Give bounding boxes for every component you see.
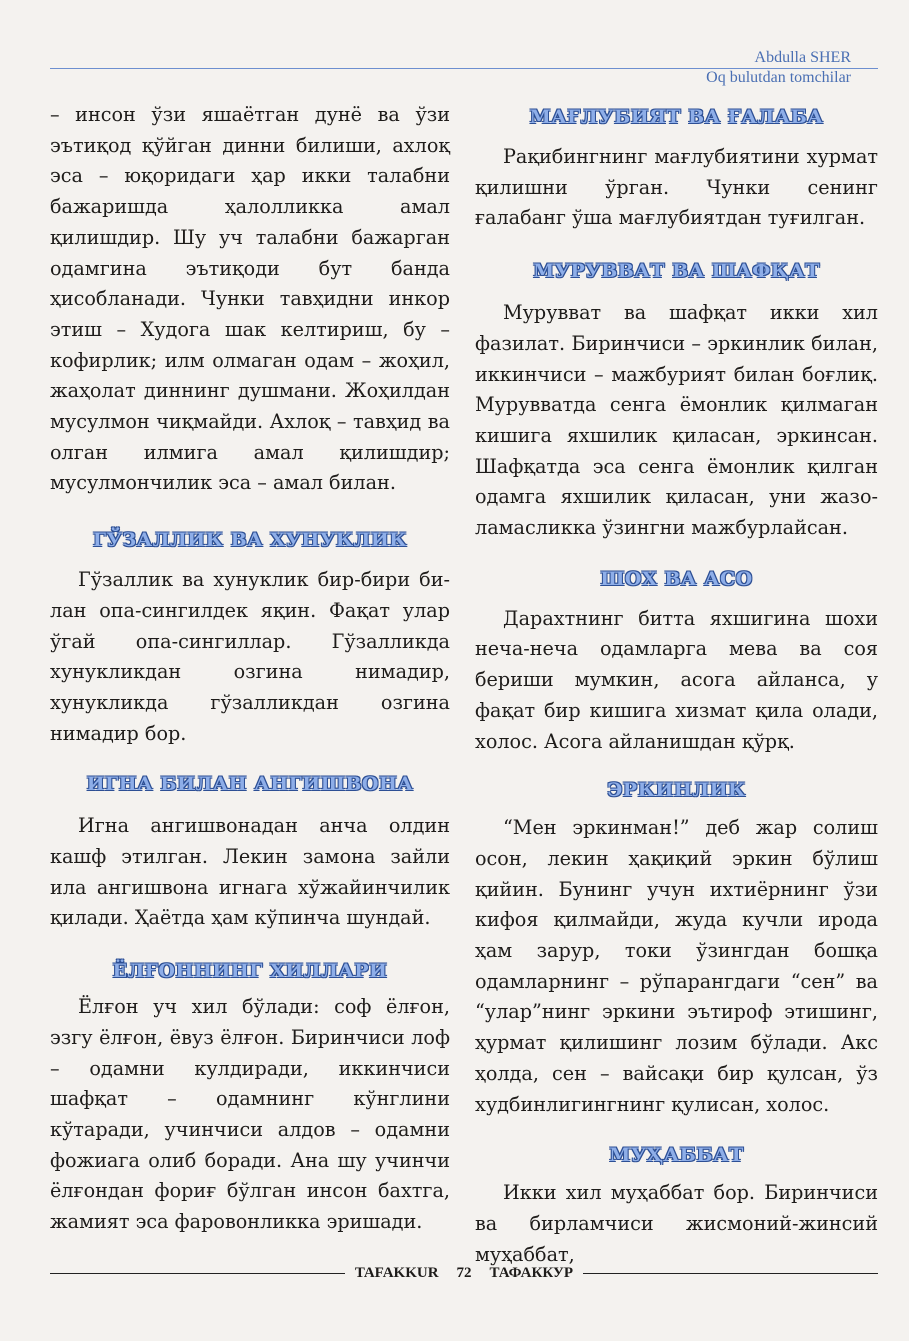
heading-branch: ШОХ ВА АСО <box>600 567 753 590</box>
right-column <box>475 100 878 1270</box>
book-title: Oq bulutdan tomchilar <box>706 69 851 86</box>
page-footer <box>50 1265 878 1282</box>
page-number: 72 <box>456 1265 472 1281</box>
footer-label-latin: TAFAKKUR <box>354 1265 439 1281</box>
paragraph-defeat: Рақибингнинг мағлубиятини хурмат қилишни ўрган. Чунки сенинг ғалабанг ўша мағлубиятдан туғилган. <box>475 145 878 230</box>
paragraph-love: Икки хил муҳаббат бор. Биринчиси ва бирламчиси жисмоний-жинсий муҳаббат, <box>475 1181 878 1266</box>
paragraph-freedom: “Мен эркинман!” деб жар солиш осон, лекин ҳақиқий эркин бўлиш қийин. Бунинг учун ихтиёрнинг ўзи кифоя қилмайди, жуда кучли ирода ҳам зарур, токи ўзингдан бошқа одамларнинг – рўпарангдаги “сен” ва “улар”нинг эркини эътироф этишинг, ҳурмат қилишинг лозим бўлади. Акс ҳолда, сен – вайсақи бир қулсан, ўз худбинлигингнинг қулисан, холос. <box>475 816 878 1116</box>
paragraph-beauty: Гўзаллик ва хунуклик бир-бири билан опа-сингилдек яқин. Фақат улар ўгай опа-сингиллар. Гўзалликда хунукликдан озгина нимадир, хунукликда гўзалликдан озгина нимадир бор. <box>50 568 450 745</box>
heading-freedom: ЭРКИНЛИК <box>607 779 746 802</box>
heading-lies: ЁЛҒОННИНГ ХИЛЛАРИ <box>112 960 388 983</box>
footer-rule-left <box>50 1273 345 1274</box>
heading-beauty: ГЎЗАЛЛИК ВА ХУНУКЛИК <box>92 529 408 552</box>
footer-rule-right <box>583 1273 878 1274</box>
paragraph-lies: Ёлғон уч хил бўлади: соф ёлғон, эзгу ёлғон, ёвуз ёлғон. Биринчиси лоф – одамни кулдиради, иккинчиси шафқат – одамнинг кўнглини кўтаради, учинчиси алдов – одамни фожиага олиб боради. Ана шу учинчи ёлғондан фориғ бўлган инсон бахтга, жамият эса фаровонликка эришади. <box>50 995 450 1234</box>
header-rule <box>50 68 878 69</box>
author-name: Abdulla SHER <box>754 49 851 66</box>
paragraph-branch: Дарахтнинг битта яхшигина шохи неча-неча одамларга мева ва соя бериши мумкин, асога айланса, у фақат бир кишига хизмат қила олади, холос. Асога айланишдан қўрқ. <box>475 606 878 753</box>
heading-needle: ИГНА БИЛАН АНГИШВОНА <box>86 773 414 796</box>
paragraph-needle: Игна ангишвонадан анча олдин кашф этилган. Лекин замона зайли ила ангишвона игнага хўжайинчилик қилади. Ҳаётда ҳам кўпинча шундай. <box>50 814 450 930</box>
heading-mercy: МУРУВВАТ ВА ШАФҚАТ <box>533 260 820 283</box>
heading-love: МУҲАББАТ <box>609 1144 744 1167</box>
footer-label-cyrillic: ТАФАККУР <box>489 1265 574 1281</box>
intro-paragraph: – инсон ўзи яшаётган дунё ва ўзи эътиқод қўйган динни билиши, ахлоқ эса – юқоридаги ҳар икки талабни бажаришда ҳалолликка амал қилишдир. Шу уч талабни бажарган одамгина эътиқоди бут банда ҳисобланади. Чунки тавҳидни инкор этиш – Худога шак келтириш, бу – кофирлик; илм олмаган одам – жоҳил, жаҳолат диннинг душмани. Жоҳилдан мусулмон чиқмайди. Ахлоқ – тавҳид ва олган илмига амал қилишдир; мусулмончилик эса – амал билан. <box>50 103 450 495</box>
paragraph-mercy: Мурувват ва шафқат икки хил фазилат. Биринчиси – эркинлик билан, иккинчиси – мажбурият билан боғлиқ. Мурувватда сенга ёмонлик қилмаган кишига яхшилик қиласан, эркинсан. Шафқатда эса сенга ёмонлик қилган одамга яхшилик қиласан, уни жазоламасликка ўзингни мажбурлайсан. <box>475 301 878 540</box>
heading-defeat: МАҒЛУБИЯТ ВА ҒАЛАБА <box>529 106 824 128</box>
left-column <box>50 100 450 1238</box>
